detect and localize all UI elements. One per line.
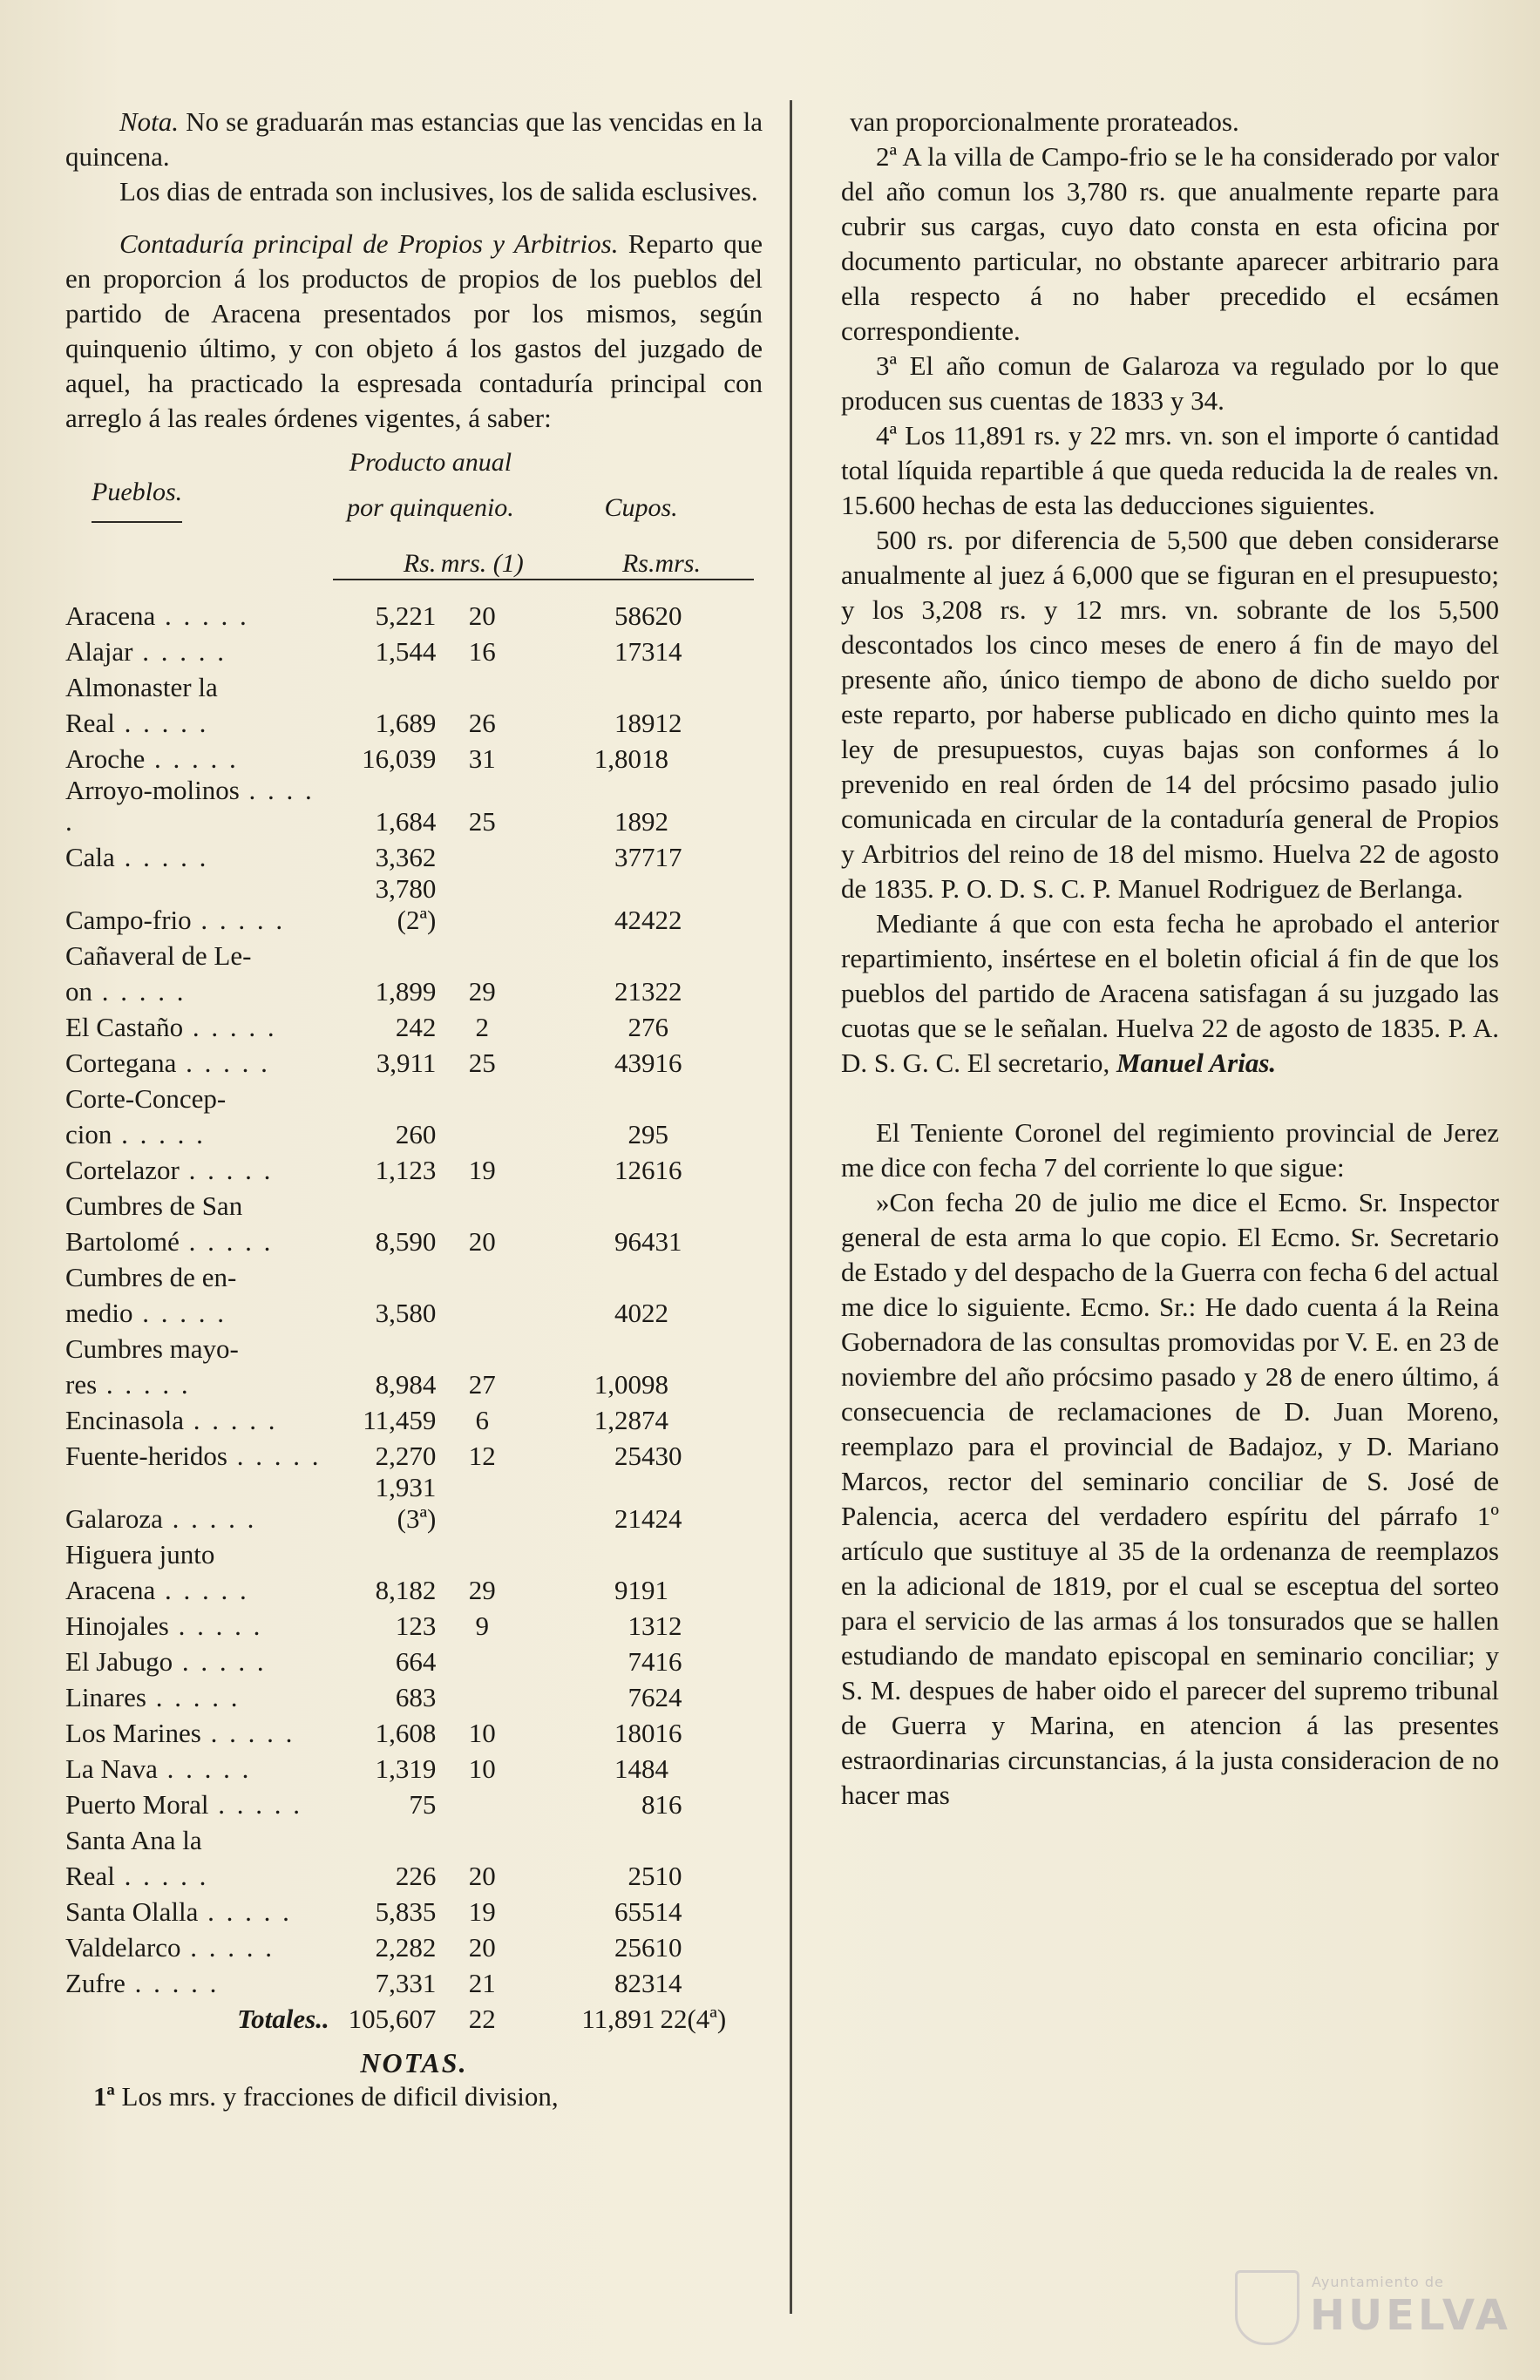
totales-cupos-rs: 11,891 (581, 2004, 655, 2034)
producto-rs: 1,684 (375, 806, 437, 837)
right-paragraph-ecmo: »Con fecha 20 de julio me dice el Ecmo. Sr. Inspector general de esta arma lo que copio. El Ecmo. Sr. Secretario de Estado y del despacho de la Guerra con fecha 6 del actual me dice lo siguiente. Ecmo. Sr.: He dado cuenta á la Reina Gobernadora de las consultas promovidas por V. E. en 23 de noviembre del año prócsimo pasado y 28 de enero último, á consecuencia de reclamaciones de D. Juan Moreno, reemplazo para el provincial de Badajoz, y D. Mariano Marcos, rector del seminario conciliar de S. José de Palencia, acerca del verdadero espíritu del párrafo 1º artículo que sustituye al 35 de la ordenanza de reemplazos en la adicional de 1819, por el cual se esceptua del sorteo para el servicio de las armas á los tonsurados que se hallen estudiando de mandato episcopal en seminario conciliar; y S. M. despues de haber oido el parecer del supremo tribunal de Guerra y Marina, en atencion á las presentes estraordinarias circunstancias, á la justa consideracion de no hacer mas (841, 1187, 1499, 1810)
cupo-mrs: 12 (655, 708, 682, 738)
producto-rs: 3,780 (2ª) (375, 873, 437, 935)
producto-rs: 8,590 (375, 1226, 437, 1257)
cupo-mrs: 14 (655, 636, 682, 667)
table-row-wrap (65, 1079, 754, 1115)
header-cupos: Cupos. (604, 493, 678, 522)
producto-mrs (436, 1115, 528, 1150)
cupo-mrs: 1 (655, 1575, 668, 1605)
pueblo-name: Santa Olalla . . . . . (65, 1896, 292, 1927)
producto-mrs: 25 (468, 1048, 496, 1078)
table-row (65, 1642, 754, 1678)
header-pueblos: Pueblos. (65, 478, 333, 523)
table-row (65, 1365, 754, 1400)
nota1-paragraph (65, 2079, 763, 2114)
totales-label: Totales.. (237, 2004, 329, 2034)
header-producto-1: Producto anual (349, 448, 512, 477)
totales-mrs: 22 (468, 2004, 496, 2034)
producto-rs: 1,689 (375, 708, 437, 738)
table-row (65, 1293, 754, 1329)
producto-mrs (436, 1472, 528, 1535)
left-column (65, 105, 763, 2114)
producto-mrs: 6 (475, 1405, 490, 1435)
cupo-mrs: 24 (655, 1503, 682, 1534)
table-row (65, 1713, 754, 1749)
producto-mrs: 9 (475, 1610, 490, 1641)
table-row-wrap (65, 668, 754, 703)
producto-rs: 8,182 (375, 1575, 437, 1605)
pueblo-name: on . . . . . (65, 976, 187, 1007)
table-row (65, 1222, 754, 1258)
table-row (65, 972, 754, 1007)
producto-rs: 3,911 (376, 1048, 437, 1078)
cupo-rs: 173 (614, 636, 655, 667)
cupo-mrs: 2 (655, 1298, 668, 1328)
nota-text: No se graduarán mas estancias que las vencidas en la quincena. (65, 106, 763, 172)
producto-rs: 1,931 (3ª) (375, 1472, 437, 1534)
reparto-table (65, 446, 754, 2035)
table-row-wrap (65, 936, 754, 972)
producto-rs: 1,544 (375, 636, 437, 667)
table-row (65, 775, 754, 837)
producto-mrs (436, 1678, 528, 1713)
cupo-rs: 964 (614, 1226, 655, 1257)
producto-mrs (436, 1642, 528, 1678)
table-row (65, 1928, 754, 1963)
cupo-mrs: 5 (655, 1119, 668, 1149)
table-header-row-1 (65, 446, 754, 478)
table-row (65, 1436, 754, 1472)
pueblo-name: Cortelazor . . . . . (65, 1155, 274, 1185)
pueblo-name-part1: Corte-Concep- (65, 1083, 227, 1114)
pueblo-name: Real . . . . . (65, 708, 209, 738)
cupo-mrs: 22 (655, 905, 682, 935)
producto-rs: 5,221 (375, 600, 437, 631)
producto-mrs: 19 (468, 1155, 496, 1185)
cupo-mrs: 8 (655, 743, 668, 774)
producto-mrs (436, 873, 528, 936)
cupo-rs: 213 (614, 976, 655, 1007)
cupo-mrs: 24 (655, 1682, 682, 1712)
table-row (65, 1043, 754, 1079)
producto-rs: 1,899 (375, 976, 437, 1007)
cupo-rs: 189 (614, 806, 655, 837)
pueblo-name: res . . . . . (65, 1369, 191, 1400)
producto-rs: 242 (395, 1012, 437, 1042)
pueblo-name-part1: Higuera junto (65, 1539, 215, 1570)
nota2-paragraph: Los dias de entrada son inclusives, los de salida esclusives. (119, 176, 758, 207)
pueblo-name-part1: Cañaveral de Le- (65, 940, 252, 971)
pueblo-name: Hinojales . . . . . (65, 1610, 263, 1641)
producto-mrs: 26 (468, 708, 496, 738)
cupo-rs: 256 (614, 1932, 655, 1963)
cupo-rs: 919 (614, 1575, 655, 1605)
nota1-number: 1ª (93, 2081, 115, 2112)
table-row (65, 703, 754, 739)
producto-rs: 683 (395, 1682, 437, 1712)
producto-rs: 11,459 (363, 1405, 437, 1435)
cupo-rs: 586 (614, 600, 655, 631)
pueblo-name-part1: Santa Ana la (65, 1825, 202, 1855)
nota-paragraph (65, 105, 763, 174)
pueblo-name: Bartolomé . . . . . (65, 1226, 274, 1257)
right-column (841, 105, 1499, 1813)
header-cupos-mrs: mrs. (655, 523, 754, 580)
pueblo-name: Aracena . . . . . (65, 600, 249, 631)
table-row (65, 1749, 754, 1785)
table-row (65, 1150, 754, 1186)
cupo-mrs: 22 (655, 976, 682, 1007)
cupo-mrs: 14 (655, 1968, 682, 1998)
watermark-logo (1235, 2267, 1511, 2345)
right-paragraph-deducciones: 500 rs. por diferencia de 5,500 que deben considerarse anualmente al juez á 6,000 que se figuran en el presupuesto; y los 3,208 rs. y 12 mrs. vn. sobrante de los 5,500 descontados los cinco meses de enero á fin de mayo del presente año, único tiempo de abono de dicho sueldo por este reparto, por haberse publicado en dicho quinto mes la ley de presupuestos, cuyas bajas son conformes á lo prevenido en real órden de 14 del prócsimo pasado julio comunicada en circular de la contaduría general de Propios y Arbitrios del reino de 18 del mismo. Huelva 22 de agosto de 1835. P. O. D. S. C. P. Manuel Rodriguez de Berlanga. (841, 525, 1499, 904)
cupo-rs: 1,287 (594, 1405, 655, 1435)
cupo-mrs: 10 (655, 1861, 682, 1891)
totales-rs: 105,607 (348, 2004, 437, 2034)
right-paragraph-aprobacion (841, 906, 1499, 1081)
producto-mrs: 31 (468, 743, 496, 774)
right-paragraph-0: van proporcionalmente prorateados. (850, 106, 1239, 137)
cupo-rs: 823 (614, 1968, 655, 1998)
producto-rs: 123 (395, 1610, 437, 1641)
producto-mrs: 12 (468, 1441, 496, 1471)
producto-mrs: 2 (475, 1012, 490, 1042)
cupo-rs: 27 (628, 1012, 655, 1042)
cupo-rs: 74 (628, 1646, 655, 1677)
right-paragraph-nota3: 3ª El año comun de Galaroza va regulado por lo que producen sus cuentas de 1833 y 34. (841, 350, 1499, 416)
contaduria-intro: Reparto que en proporcion á los productos de propios de los pueblos del partido de Aracena presentados por los mismos, según quinquenio último, y con objeto á los gastos del juzgado de aquel, ha practicado la espresada contaduría principal con arreglo á las reales órdenes vigentes, á saber: (65, 228, 763, 433)
producto-mrs: 19 (468, 1896, 496, 1927)
pueblo-name: Fuente-heridos . . . . . (65, 1441, 322, 1471)
cupo-rs: 1,801 (594, 743, 655, 774)
cupo-rs: 148 (614, 1753, 655, 1784)
cupo-rs: 402 (614, 1298, 655, 1328)
table-row (65, 1115, 754, 1150)
producto-mrs: 27 (468, 1369, 496, 1400)
table-header-row-3 (65, 523, 754, 580)
producto-rs: 16,039 (362, 743, 437, 774)
producto-rs: 1,608 (375, 1718, 437, 1748)
watermark-small-text: Ayuntamiento de (1312, 2274, 1444, 2290)
cupo-rs: 180 (614, 1718, 655, 1748)
table-row (65, 1570, 754, 1606)
pueblo-name: El Castaño . . . . . (65, 1012, 277, 1042)
cupo-mrs: 16 (655, 1048, 682, 1078)
producto-rs: 75 (409, 1789, 437, 1820)
producto-mrs: 10 (468, 1718, 496, 1748)
totales-cupos-mrs: 22(4ª) (660, 2004, 727, 2034)
cupo-rs: 8 (641, 1789, 655, 1820)
table-row (65, 1472, 754, 1535)
cupo-mrs: 6 (655, 1012, 668, 1042)
cupo-mrs: 10 (655, 1932, 682, 1963)
producto-rs: 1,319 (375, 1753, 437, 1784)
table-row-wrap (65, 1258, 754, 1293)
right-paragraph-nota4: 4ª Los 11,891 rs. y 22 mrs. vn. son el importe ó cantidad total líquida repartible á que queda reducida la de reales vn. 15.600 hechas de esta las deducciones siguientes. (841, 420, 1499, 520)
producto-rs: 5,835 (375, 1896, 437, 1927)
cupo-rs: 126 (614, 1155, 655, 1185)
right-paragraph-teniente: El Teniente Coronel del regimiento provincial de Jerez me dice con fecha 7 del corriente lo que sigue: (841, 1117, 1499, 1183)
producto-mrs (436, 1293, 528, 1329)
table-row (65, 837, 754, 873)
table-row (65, 1606, 754, 1642)
watermark-big-text: HUELVA (1310, 2291, 1511, 2340)
notas-title: NOTAS. (360, 2047, 468, 2078)
cupo-mrs: 4 (655, 1405, 668, 1435)
producto-mrs: 21 (468, 1968, 496, 1998)
pueblo-name: Arroyo-molinos . . . . . (65, 775, 315, 837)
producto-mrs (436, 837, 528, 873)
cupo-mrs: 16 (655, 1789, 682, 1820)
producto-mrs: 20 (468, 1932, 496, 1963)
pueblo-name: El Jabugo . . . . . (65, 1646, 267, 1677)
producto-rs: 2,270 (375, 1441, 437, 1471)
cupo-mrs: 31 (655, 1226, 682, 1257)
pueblo-name: Valdelarco . . . . . (65, 1932, 275, 1963)
table-row-wrap (65, 1535, 754, 1570)
pueblo-name: Puerto Moral . . . . . (65, 1789, 302, 1820)
cupo-rs: 29 (628, 1119, 655, 1149)
aprobacion-text: Mediante á que con esta fecha he aprobado el anterior repartimiento, insértese en el boletin oficial á fin de que los pueblos del partido de Aracena satisfagan á su juzgado las cuotas que se le señalan. Huelva 22 de agosto de 1835. P. A. D. S. G. C. El secretario, (841, 908, 1499, 1078)
header-cupos-rs: Rs. (528, 523, 655, 580)
producto-rs: 8,984 (375, 1369, 437, 1400)
table-row (65, 1007, 754, 1043)
cupo-rs: 189 (614, 708, 655, 738)
pueblo-name: Alajar . . . . . (65, 636, 227, 667)
pueblo-name: Zufre . . . . . (65, 1968, 220, 1998)
producto-rs: 226 (395, 1861, 437, 1891)
table-header-row-2 (65, 478, 754, 523)
cupo-rs: 254 (614, 1441, 655, 1471)
producto-rs: 3,362 (375, 842, 437, 872)
table-row-wrap (65, 1821, 754, 1856)
shield-icon (1235, 2270, 1299, 2345)
cupo-mrs: 16 (655, 1646, 682, 1677)
pueblo-name-part1: Cumbres mayo- (65, 1333, 239, 1364)
pueblo-name: Aracena . . . . . (65, 1575, 249, 1605)
table-row (65, 1785, 754, 1821)
pueblo-name: La Nava . . . . . (65, 1753, 252, 1784)
pueblo-name: Galaroza . . . . . (65, 1503, 257, 1534)
cupo-rs: 25 (628, 1861, 655, 1891)
table-row (65, 1678, 754, 1713)
table-row (65, 1963, 754, 1999)
producto-rs: 3,580 (375, 1298, 437, 1328)
producto-rs: 2,282 (375, 1932, 437, 1963)
nota-label: Nota. (119, 106, 180, 137)
pueblo-name-part1: Cumbres de San (65, 1190, 243, 1221)
header-mrs: mrs. (1) (436, 523, 528, 580)
pueblo-name: Encinasola . . . . . (65, 1405, 278, 1435)
cupo-mrs: 16 (655, 1718, 682, 1748)
table-row (65, 632, 754, 668)
producto-mrs: 16 (468, 636, 496, 667)
producto-mrs: 20 (468, 1226, 496, 1257)
cupo-rs: 439 (614, 1048, 655, 1078)
producto-rs: 7,331 (375, 1968, 437, 1998)
producto-rs: 260 (395, 1119, 437, 1149)
table-row (65, 1400, 754, 1436)
cupo-rs: 76 (628, 1682, 655, 1712)
table-row (65, 1892, 754, 1928)
cupo-rs: 377 (614, 842, 655, 872)
producto-rs: 1,123 (375, 1155, 437, 1185)
cupo-mrs: 12 (655, 1610, 682, 1641)
pueblo-name-part1: Almonaster la (65, 672, 218, 702)
pueblo-name: Cala . . . . . (65, 842, 209, 872)
right-paragraph-nota2: 2ª A la villa de Campo-frio se le ha considerado por valor del año comun los 3,780 rs. que anualmente reparte para cubrir sus cargas, cuyo dato consta en esta oficina por documento particular, no obstante aparecer arbitrario para ella respecto á no haber precedido el ecsámen correspondiente. (841, 141, 1499, 346)
pueblo-name: medio . . . . . (65, 1298, 227, 1328)
table-row (65, 596, 754, 632)
cupo-mrs: 14 (655, 1896, 682, 1927)
header-rs: Rs. (333, 523, 437, 580)
aprobacion-signature: Manuel Arias. (1116, 1048, 1277, 1078)
cupo-mrs: 8 (655, 1369, 668, 1400)
cupo-rs: 214 (614, 1503, 655, 1534)
pueblo-name: Linares . . . . . (65, 1682, 241, 1712)
producto-mrs: 10 (468, 1753, 496, 1784)
table-row-wrap (65, 1186, 754, 1222)
header-producto-2: por quinquenio. (347, 493, 514, 522)
producto-mrs: 29 (468, 1575, 496, 1605)
nota1-text: Los mrs. y fracciones de dificil division, (121, 2081, 559, 2112)
producto-rs: 664 (395, 1646, 437, 1677)
pueblo-name: Aroche . . . . . (65, 743, 239, 774)
cupo-mrs: 30 (655, 1441, 682, 1471)
cupo-mrs: 2 (655, 806, 668, 837)
cupo-rs: 655 (614, 1896, 655, 1927)
column-divider (790, 100, 792, 2314)
producto-mrs (436, 1785, 528, 1821)
cupo-rs: 424 (614, 905, 655, 935)
cupo-mrs: 17 (655, 842, 682, 872)
producto-mrs: 25 (468, 806, 496, 837)
cupo-rs: 13 (628, 1610, 655, 1641)
pueblo-name: cion . . . . . (65, 1119, 206, 1149)
producto-mrs: 20 (468, 1861, 496, 1891)
table-row (65, 739, 754, 775)
cupo-mrs: 16 (655, 1155, 682, 1185)
producto-mrs: 29 (468, 976, 496, 1007)
cupo-mrs: 20 (655, 600, 682, 631)
pueblo-name: Cortegana . . . . . (65, 1048, 270, 1078)
pueblo-name-part1: Cumbres de en- (65, 1262, 237, 1292)
pueblo-name: Campo-frio . . . . . (65, 905, 286, 935)
contaduria-heading: Contaduría principal de Propios y Arbitrios. (119, 228, 619, 259)
table-row (65, 873, 754, 936)
pueblo-name: Los Marines . . . . . (65, 1718, 295, 1748)
cupo-rs: 1,009 (594, 1369, 655, 1400)
producto-mrs: 20 (468, 600, 496, 631)
table-row (65, 1856, 754, 1892)
contaduria-paragraph (65, 227, 763, 436)
pueblo-name: Real . . . . . (65, 1861, 209, 1891)
totals-row (65, 1999, 754, 2035)
cupo-mrs: 4 (655, 1753, 668, 1784)
table-row-wrap (65, 1329, 754, 1365)
